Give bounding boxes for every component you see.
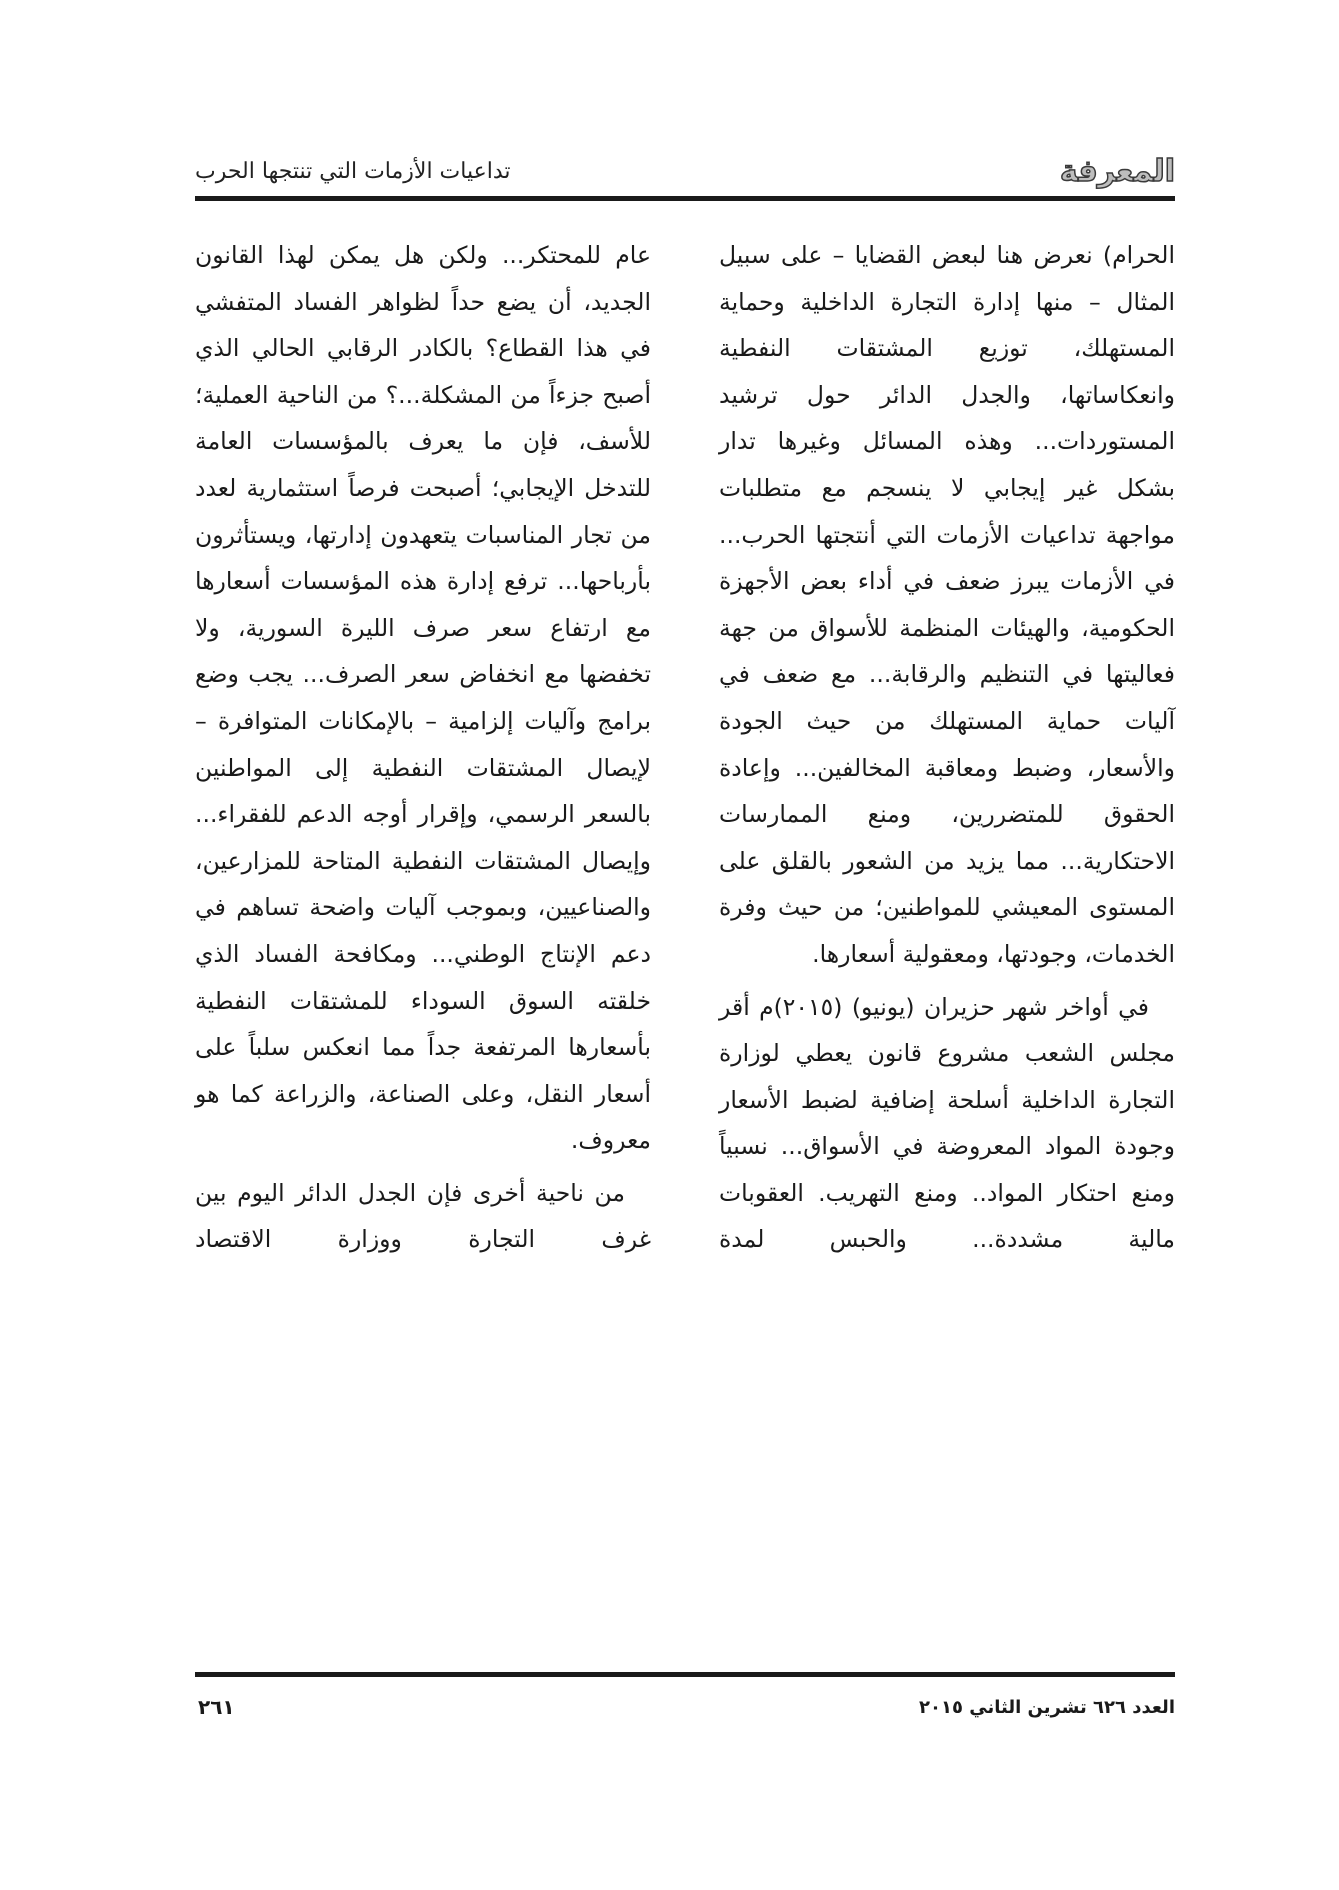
left-column — [195, 232, 651, 1263]
paragraph: من ناحية أخرى فإن الجدل الدائر اليوم بين غرف التجارة ووزارة الاقتصاد — [195, 1178, 651, 1254]
running-title: تداعيات الأزمات التي تنتجها الحرب — [195, 159, 511, 184]
journal-logo: المعرفة — [1059, 154, 1175, 189]
page-number: ٢٦١ — [198, 1695, 235, 1719]
issue-info: العدد ٦٢٦ تشرين الثاني ٢٠١٥ — [919, 1697, 1175, 1718]
header-rule — [195, 196, 1175, 201]
paragraph: الحرام) نعرض هنا لبعض القضايا – على سبيل المثال – منها إدارة التجارة الداخلية وحماية المستهلك، توزيع المشتقات النفطية وانعكاساتها، والجدل الدائر حول ترشيد المستوردات... وهذه المسائل وغيرها تدار بشكل غير إيجابي لا ينسجم مع متطلبات مواجهة تداعيات الأزمات التي أنتجتها الحرب... في الأزمات يبرز ضعف في أداء بعض الأجهزة الحكومية، والهيئات المنظمة للأسواق من جهة فعاليتها في التنظيم والرقابة... مع ضعف في آليات حماية المستهلك من حيث الجودة والأسعار، وضبط ومعاقبة المخالفين... وإعادة الحقوق للمتضررين، ومنع الممارسات الاحتكارية... مما يزيد من الشعور بالقلق على المستوى المعيشي للمواطنين؛ من حيث وفرة الخدمات، وجودتها، ومعقولية أسعارها. — [719, 241, 1175, 968]
paragraph: عام للمحتكر... ولكن هل يمكن لهذا القانون الجديد، أن يضع حداً لظواهر الفساد المتفشي في هذا القطاع؟ بالكادر الرقابي الحالي الذي أصبح جزءاً من المشكلة...؟ من الناحية العملية؛ للأسف، فإن ما يعرف بالمؤسسات العامة للتدخل الإيجابي؛ أصبحت فرصاً استثمارية لعدد من تجار المناسبات يتعهدون إدارتها، ويستأثرون بأرباحها... ترفع إدارة هذه المؤسسات أسعارها مع ارتفاع سعر صرف الليرة السورية، ولا تخفضها مع انخفاض سعر الصرف... يجب وضع برامج وآليات إلزامية – بالإمكانات المتوافرة – لإيصال المشتقات النفطية إلى المواطنين بالسعر الرسمي، وإقرار أوجه الدعم للفقراء... وإيصال المشتقات النفطية المتاحة للمزارعين، والصناعيين، وبموجب آليات واضحة تساهم في دعم الإنتاج الوطني... ومكافحة الفساد الذي خلقته السوق السوداء للمشتقات النفطية بأسعارها المرتفعة جداً مما انعكس سلباً على أسعار النقل، وعلى الصناعة، والزراعة كما هو معروف. — [195, 241, 651, 1155]
right-column — [719, 232, 1175, 1263]
footer-rule — [195, 1672, 1175, 1677]
paragraph: في أواخر شهر حزيران (يونيو) (٢٠١٥)م أقر مجلس الشعب مشروع قانون يعطي لوزارة التجارة الداخلية أسلحة إضافية لضبط الأسعار وجودة المواد المعروضة في الأسواق... نسبياً ومنع احتكار المواد.. ومنع التهريب. العقوبات مالية مشددة... والحبس لمدة — [719, 992, 1175, 1254]
page-header — [195, 150, 1175, 194]
